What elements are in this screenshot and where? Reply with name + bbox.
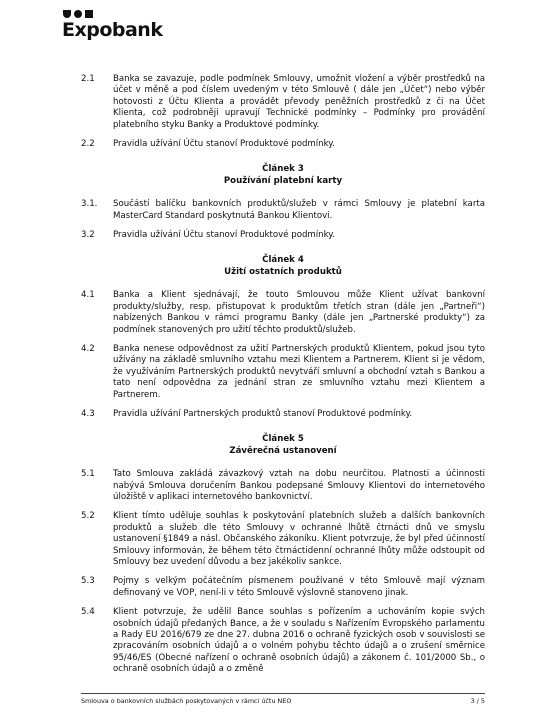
clause-number: 5.2 [81, 511, 95, 522]
clause-number: 5.4 [81, 607, 95, 618]
clause-text: Pravidla užívání Účtu stanoví Produktové podmínky. [113, 139, 335, 150]
clause-number: 3.1. [81, 199, 98, 210]
article-number: Článek 3 [262, 164, 304, 175]
clause-text: Pojmy s velkým počátečním písmenem používané v této Smlouvě mají význam definovaný ve VOP, není-li v této Smlouvě výslovně stanoveno jinak. [113, 576, 485, 598]
expobank-logo [62, 10, 162, 40]
article-heading [81, 164, 485, 187]
clause [81, 576, 485, 599]
clause-text: Klient tímto uděluje souhlas k poskytování platebních služeb a dalších bankovních produktů a služeb dle této Smlouvy v ochranné lhůtě čtrnácti dnů ve smyslu ustanovení §1849 a násl. Občanského zákoníku. Klient potvrzuje, že byl před účinností Smlouvy informován, že během této čtrnáctidenní ochranné lhůty může odstoupit od Smlouvy bez uvedení důvodu a bez jakékoliv sankce. [113, 511, 485, 567]
clause-number: 4.3 [81, 408, 95, 419]
clause [81, 199, 485, 222]
article-number: Článek 5 [262, 434, 304, 445]
clause-number: 4.1 [81, 290, 95, 301]
clause [81, 139, 485, 150]
article-number: Článek 4 [262, 255, 304, 266]
clause-text: Pravidla užívání Partnerských produktů stanoví Produktové podmínky. [113, 408, 413, 419]
clause-number: 2.1 [81, 74, 95, 84]
clause-text: Banka a Klient sjednávají, že touto Smlouvou může Klient užívat bankovní produkty/služby, resp. přistupovat k produktům třetích stran (dále jen „Partneři“) nabízených Bankou v rámci programu Banky (dále jen „Partnerské produkty“) za podmínek stanovených pro užití těchto produktů/služeb. [113, 290, 485, 335]
clause [81, 74, 485, 131]
clause-text: Klient potvrzuje, že udělil Bance souhlas s pořízením a uchováním kopie svých osobních údajů předaných Bance, a že v souladu s Nařízením Evropského parlamentu a Rady EU 2016/679 ze dne 27. dubna 2016 o ochraně fyzických osob v souvislosti se zpracováním osobních údajů a o volném pohybu těchto údajů a o zrušení směrnice 95/46/ES (Obecné nařízení o ochraně osobních údajů) a zákonem č. 101/2000 Sb., o ochraně osobních údajů a o změně [113, 607, 485, 675]
clause [81, 344, 485, 401]
article-heading [81, 434, 485, 457]
article-title: Užití ostatních produktů [224, 266, 342, 277]
logo-name: Expobank [62, 19, 163, 41]
article-heading [81, 255, 485, 278]
clause [81, 469, 485, 503]
clause [81, 230, 485, 241]
clause-number: 4.2 [81, 343, 95, 354]
article-title: Používání platební karty [223, 175, 343, 186]
clause-number: 3.2 [81, 230, 95, 241]
clause-number: 2.2 [81, 139, 95, 150]
article-title: Závěrečná ustanovení [229, 445, 337, 456]
clause [81, 607, 485, 675]
logo-mark-icon [63, 10, 162, 18]
clause [81, 290, 485, 336]
clause-text: Banka nenese odpovědnost za užití Partnerských produktů Klientem, pokud jsou tyto užívány na základě smluvního vztahu mezi Klientem a Partnerem. Klient si je vědom, že využíváním Partnerských produktů nevytváří smluvní a obchodní vztah s Bankou a tato není odpovědna za jednání stran ze smluvního vztahu mezi Klientem a Partnerem. [113, 343, 485, 400]
clause [81, 409, 485, 420]
document-body [81, 74, 485, 684]
footer-document-title: Smlouva o bankovních službách poskytovaných v rámci účtu NEO [81, 697, 292, 705]
clause [81, 511, 485, 568]
clause-text: Tato Smlouva zakládá závazkový vztah na dobu neurčitou. Platnosti a účinnosti nabývá Smlouva doručením Bankou podepsané Smlouvy Klientovi do internetového úložiště v aplikaci internetového bankovnictví. [113, 469, 485, 502]
clause-text: Banka se zavazuje, podle podmínek Smlouvy, umožnit vložení a výběr prostředků na účet v měně a pod číslem uvedeným v této Smlouvě ( dále jen „Účet“) nebo výběr hotovosti z Účtu Klienta a provádět převody peněžních prostředků z či na Účet Klienta, což podrobněji upravují Technické podmínky – Podmínky pro provádění platebního styku Banky a Produktové podmínky. [113, 74, 485, 130]
page-number: 3 / 5 [470, 697, 485, 705]
page-footer [81, 693, 485, 705]
clause-number: 5.1 [81, 469, 95, 480]
clause-number: 5.3 [81, 576, 95, 587]
clause-text: Součástí balíčku bankovních produktů/služeb v rámci Smlouvy je platební karta MasterCard Standard poskytnutá Bankou Klientovi. [113, 199, 485, 221]
clause-text: Pravidla užívání Účtu stanoví Produktové podmínky. [113, 230, 335, 241]
